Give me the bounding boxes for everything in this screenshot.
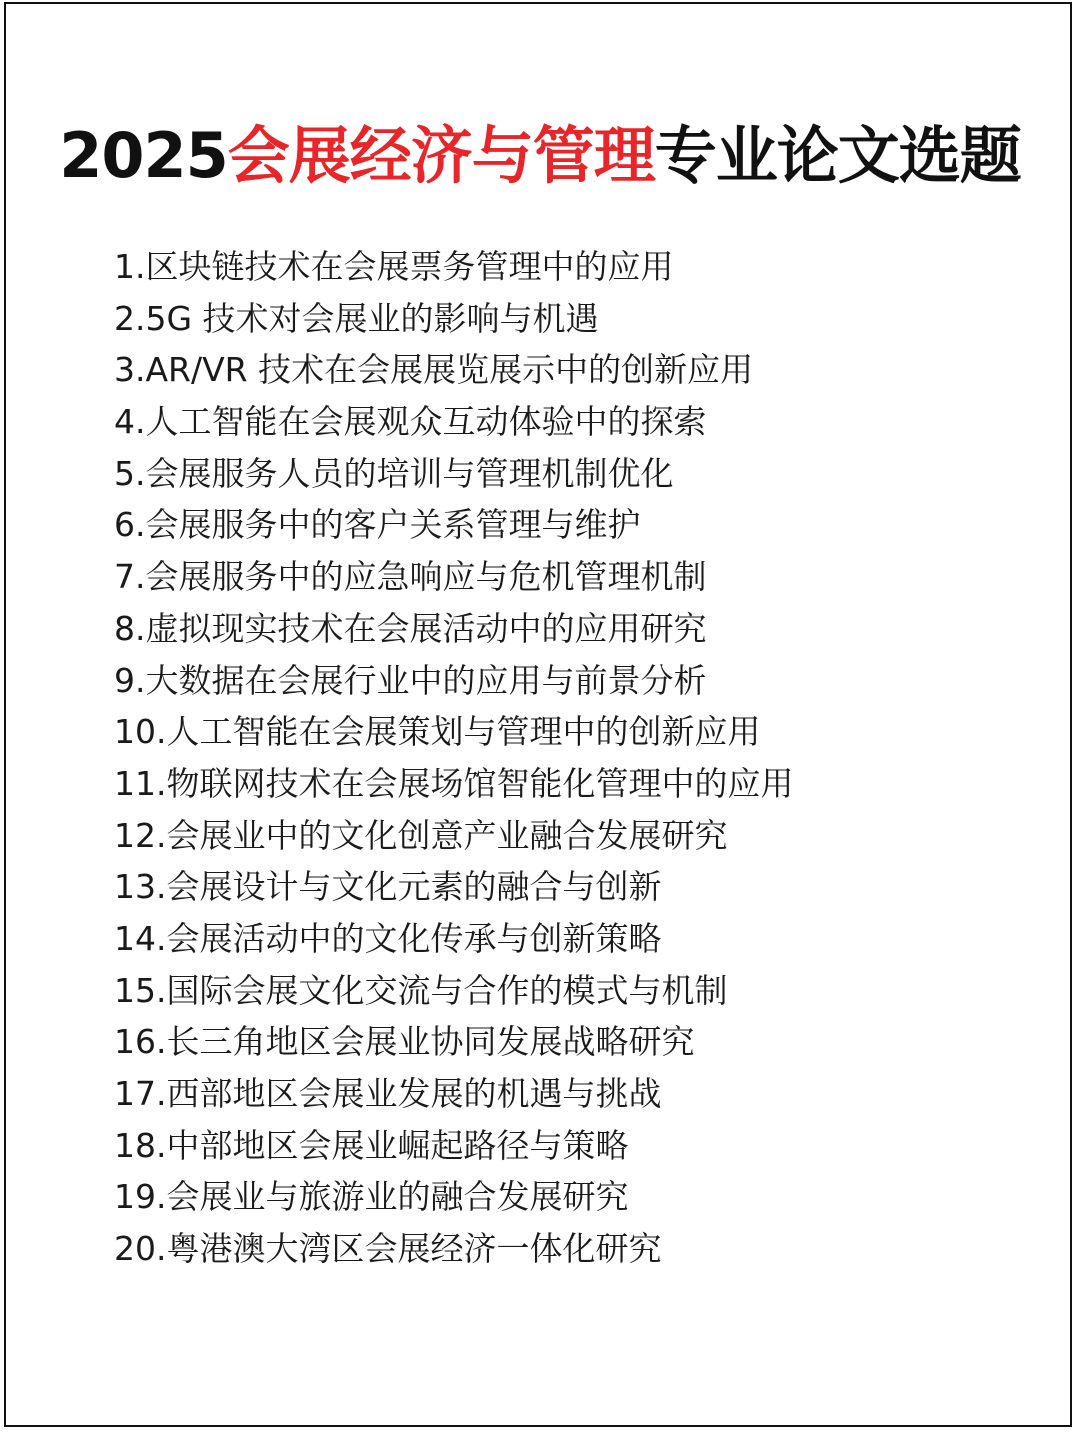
- title-highlight: 会展经济与管理: [227, 118, 655, 192]
- topic-item: 17.西部地区会展业发展的机遇与挑战: [114, 1074, 662, 1113]
- topic-item: 6.会展服务中的客户关系管理与维护: [114, 505, 641, 545]
- topic-item: 11.物联网技术在会展场馆智能化管理中的应用: [114, 763, 794, 803]
- topic-item: 4.人工智能在会展观众互动体验中的探索: [114, 402, 707, 442]
- topic-item: 19.会展业与旅游业的融合发展研究: [114, 1177, 629, 1217]
- topic-item: 16.长三角地区会展业协同发展战略研究: [114, 1022, 695, 1062]
- topic-item: 14.会展活动中的文化传承与创新策略: [114, 918, 662, 958]
- topic-item: 15.国际会展文化交流与合作的模式与机制: [114, 970, 728, 1010]
- topic-list: [114, 241, 793, 1275]
- topic-item: 1.区块链技术在会展票务管理中的应用: [114, 247, 674, 286]
- page-title: [0, 116, 1080, 196]
- title-suffix: 专业论文选题: [654, 118, 1021, 192]
- topic-item: 10.人工智能在会展策划与管理中的创新应用: [114, 712, 761, 752]
- topic-item: 13.会展设计与文化元素的融合与创新: [114, 867, 662, 907]
- title-year: 2025: [59, 118, 228, 192]
- topic-item: 9.大数据在会展行业中的应用与前景分析: [114, 660, 707, 700]
- topic-item: 7.会展服务中的应急响应与危机管理机制: [114, 557, 707, 597]
- topic-item: 8.虚拟现实技术在会展活动中的应用研究: [114, 608, 707, 648]
- topic-item: 12.会展业中的文化创意产业融合发展研究: [114, 815, 728, 855]
- topic-item: 3.AR/VR 技术在会展展览展示中的创新应用: [114, 350, 754, 390]
- topic-item: 20.粤港澳大湾区会展经济一体化研究: [114, 1229, 662, 1269]
- topic-item: 5.会展服务人员的培训与管理机制优化: [114, 453, 674, 493]
- topic-item: 2.5G 技术对会展业的影响与机遇: [114, 298, 599, 338]
- topic-item: 18.中部地区会展业崛起路径与策略: [114, 1125, 629, 1165]
